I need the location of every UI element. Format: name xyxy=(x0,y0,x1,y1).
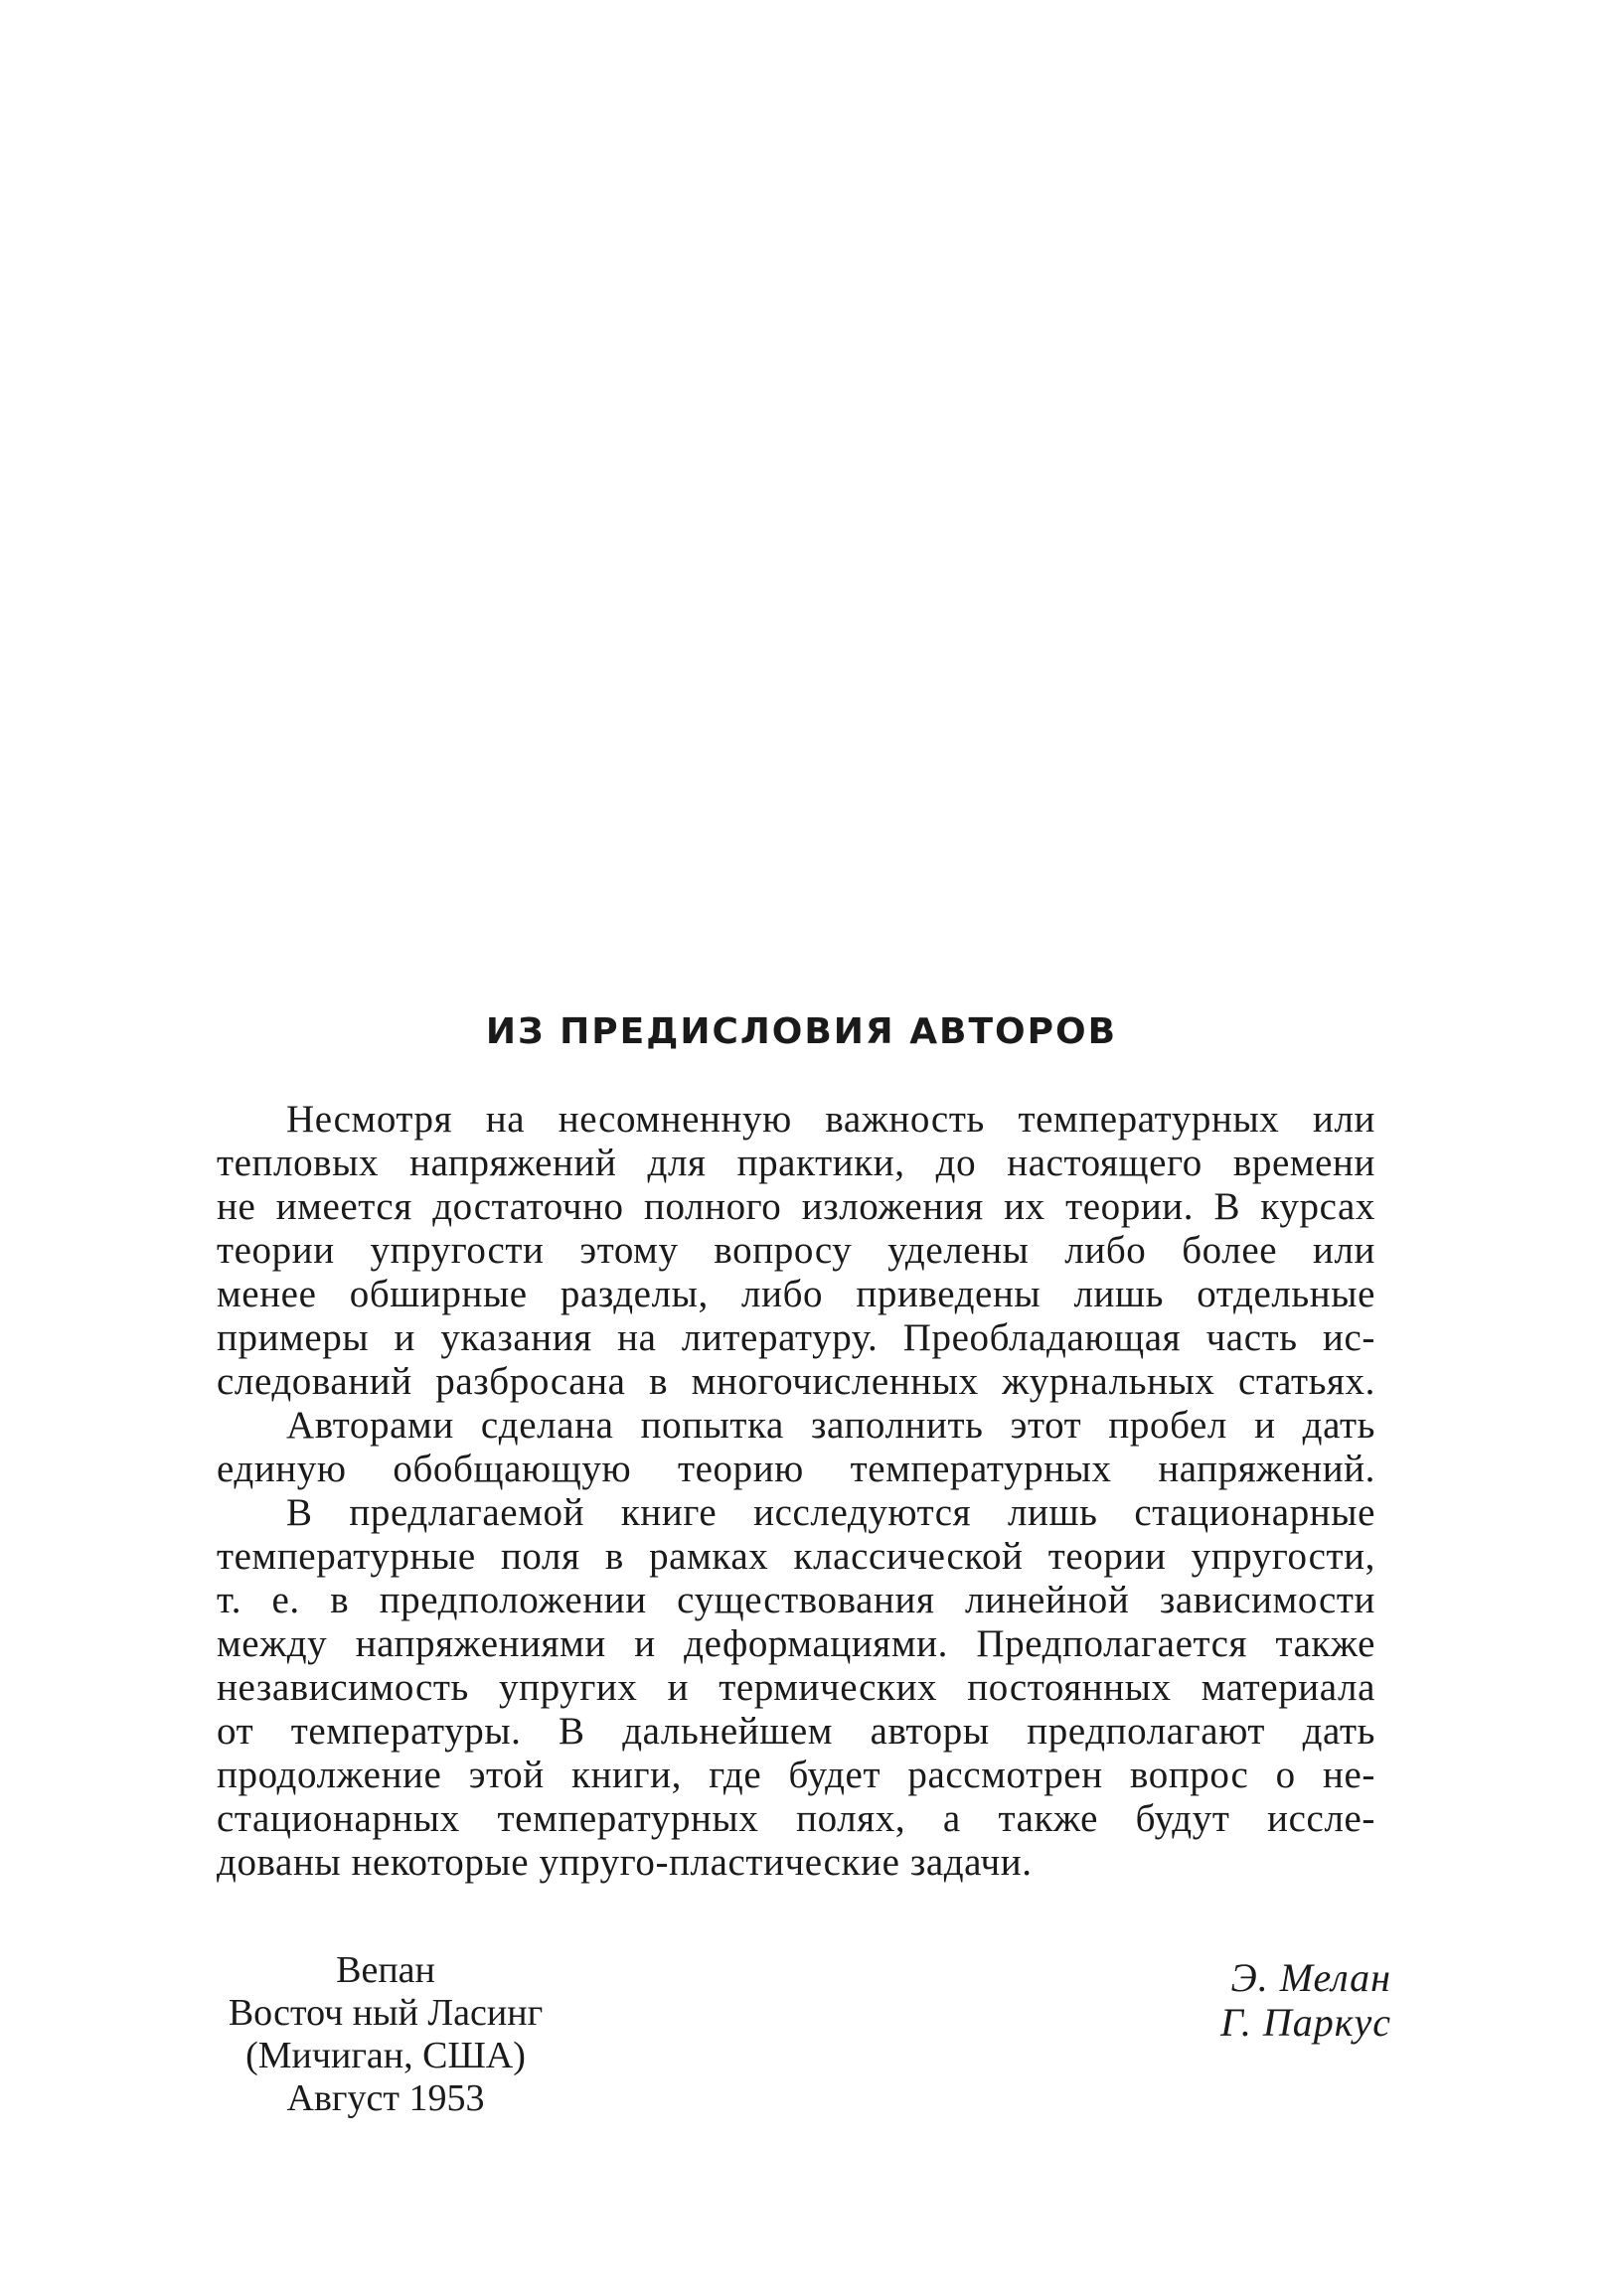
text-line: примеры и указания на литературу. Преобладающая часть ис- xyxy=(217,1316,1375,1359)
text-line: теории упругости этому вопросу уделены либо более или xyxy=(217,1229,1375,1272)
text-line: не имеется достаточно полного изложения их теории. В курсах xyxy=(217,1185,1375,1228)
text-line: следований разбросана в многочисленных журнальных статьях. xyxy=(217,1360,1375,1403)
text-line: тепловых напряжений для практики, до настоящего времени xyxy=(217,1142,1375,1184)
text-line: стационарных температурных полях, а также будут иссле- xyxy=(217,1797,1375,1840)
place-location: Восточ ный Лаcинг xyxy=(228,1992,544,2034)
text-line: независимость упругих и термических постоянных материала xyxy=(217,1666,1375,1709)
text-line: т. е. в предположении существования линейной зависимости xyxy=(217,1579,1375,1621)
text-line: температурные поля в рамках классической теории упругости, xyxy=(217,1535,1375,1578)
text-line: продолжение этой книги, где будет рассмотрен вопрос о не- xyxy=(217,1754,1375,1796)
text-line: менее обширные разделы, либо приведены лишь отдельные xyxy=(217,1273,1375,1315)
place-date: Август 1953 xyxy=(286,2077,485,2119)
preface-body xyxy=(217,1098,1375,1885)
text-line: между напряжениями и деформациями. Предполагается также xyxy=(217,1622,1375,1665)
place-city: Вепан xyxy=(336,1949,435,1991)
authors-signature xyxy=(1133,1955,1391,2045)
page-title: ИЗ ПРЕДИСЛОВИЯ АВТОРОВ xyxy=(485,1011,1118,1052)
text-line: дованы некоторые упруго-пластические задачи. xyxy=(217,1841,1033,1884)
text-line: Несмотря на несомненную важность температурных или xyxy=(286,1098,1375,1141)
text-line: В предлагаемой книге исследуются лишь стационарные xyxy=(286,1491,1375,1534)
text-line: Авторами сделана попытка заполнить этот пробел и дать xyxy=(286,1404,1375,1447)
author-second: Г. Паркус xyxy=(1220,2000,1391,2045)
author-first: Э. Мелан xyxy=(1230,1955,1391,2000)
place-and-date xyxy=(207,1949,564,2120)
place-state: (Мичиган, США) xyxy=(245,2035,526,2076)
text-line: единую обобщающую теорию температурных напряжений. xyxy=(217,1448,1375,1490)
text-line: от температуры. В дальнейшем авторы предполагают дать xyxy=(217,1710,1375,1753)
